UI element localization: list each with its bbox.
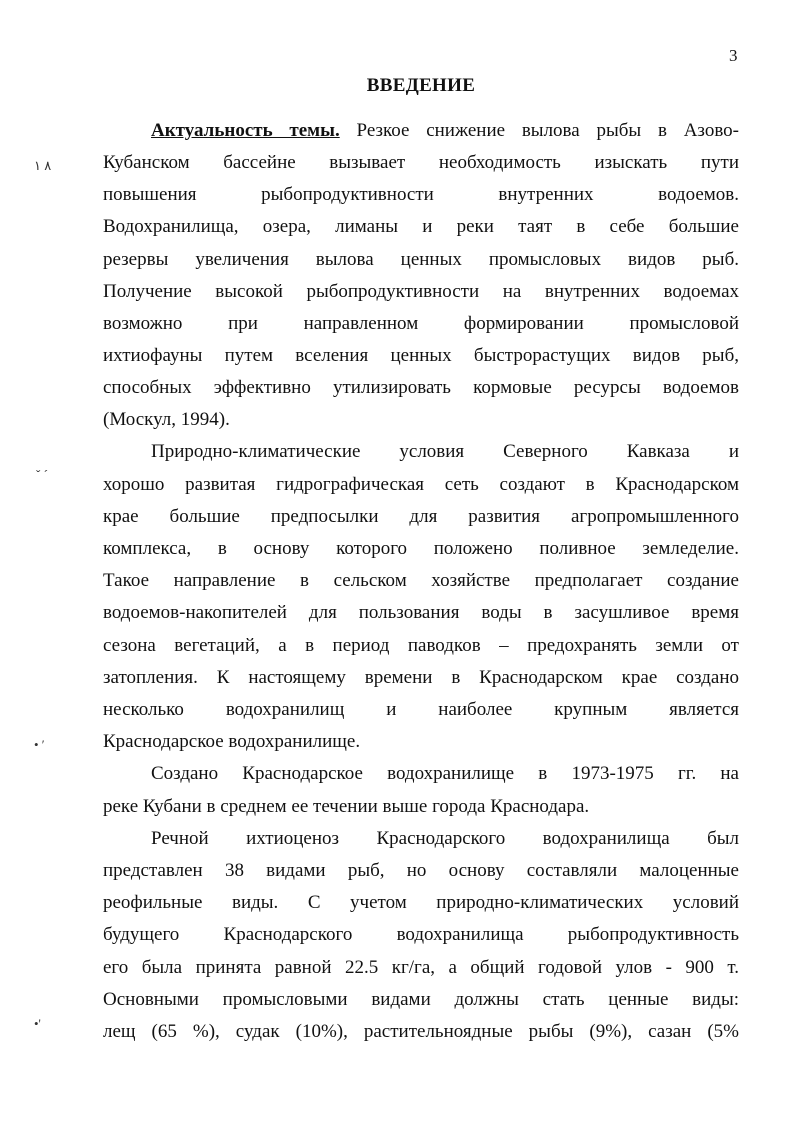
text-line: несколько водохранилищ и наиболее крупным является (103, 699, 739, 720)
text-line: представлен 38 видами рыб, но основу составляли малоценные (103, 860, 739, 881)
text-line: водоемов-накопителей для пользования воды в засушливое время (103, 602, 739, 623)
text-line: Актуальность темы. Резкое снижение вылова рыбы в Азово- (151, 120, 739, 141)
text-line: реке Кубани в среднем ее течении выше города Краснодара. (103, 796, 590, 817)
text-line: лещ (65 %), судак (10%), растительноядные рыбы (9%), сазан (5% (103, 1021, 739, 1042)
text-line: хорошо развитая гидрографическая сеть создают в Краснодарском (103, 474, 739, 495)
text-line: Кубанском бассейне вызывает необходимость изыскать пути (103, 152, 739, 173)
text-line: затопления. К настоящему времени в Краснодарском крае создано (103, 667, 739, 688)
text-line: реофильные виды. С учетом природно-климатических условий (103, 892, 739, 913)
text-line: (Москул, 1994). (103, 409, 230, 430)
text-line: будущего Краснодарского водохранилища рыбопродуктивность (103, 924, 739, 945)
page-number: 3 (729, 46, 738, 65)
text-line: Речной ихтиоценоз Краснодарского водохранилища был (151, 828, 739, 849)
text-line: Водохранилища, озера, лиманы и реки таят в себе большие (103, 216, 739, 237)
text-line: Такое направление в сельском хозяйстве предполагает создание (103, 570, 739, 591)
page-title: ВВЕДЕНИЕ (366, 75, 476, 96)
margin-mark: • ʹ (34, 737, 45, 752)
text-line: Получение высокой рыбопродуктивности на внутренних водоемах (103, 281, 739, 302)
text-line: комплекса, в основу которого положено поливное земледелие. (103, 538, 739, 559)
text-line: Основными промысловыми видами должны стать ценные виды: (103, 989, 739, 1010)
text-line: возможно при направленном формировании промысловой (103, 313, 739, 334)
margin-mark: •' (34, 1016, 41, 1031)
margin-mark: ˇ ´ (36, 467, 48, 482)
text-line: крае большие предпосылки для развития агропромышленного (103, 506, 739, 527)
text-line: повышения рыбопродуктивности внутренних водоемов. (103, 184, 739, 205)
text-line: сезона вегетаций, а в период паводков – предохранять земли от (103, 635, 739, 656)
text-line: способных эффективно утилизировать кормовые ресурсы водоемов (103, 377, 739, 398)
text-line: ихтиофауны путем вселения ценных быстрорастущих видов рыб, (103, 345, 739, 366)
text-line: Природно-климатические условия Северного Кавказа и (151, 441, 739, 462)
text-line: Создано Краснодарское водохранилище в 1973-1975 гг. на (151, 763, 739, 784)
text-line: Краснодарское водохранилище. (103, 731, 361, 752)
section-term: Актуальность темы. (151, 120, 340, 141)
text-line: резервы увеличения вылова ценных промысловых видов рыб. (103, 249, 739, 270)
margin-mark: ٨ ١ (34, 158, 52, 173)
text-line: его была принята равной 22.5 кг/га, а общий годовой улов - 900 т. (103, 957, 739, 978)
